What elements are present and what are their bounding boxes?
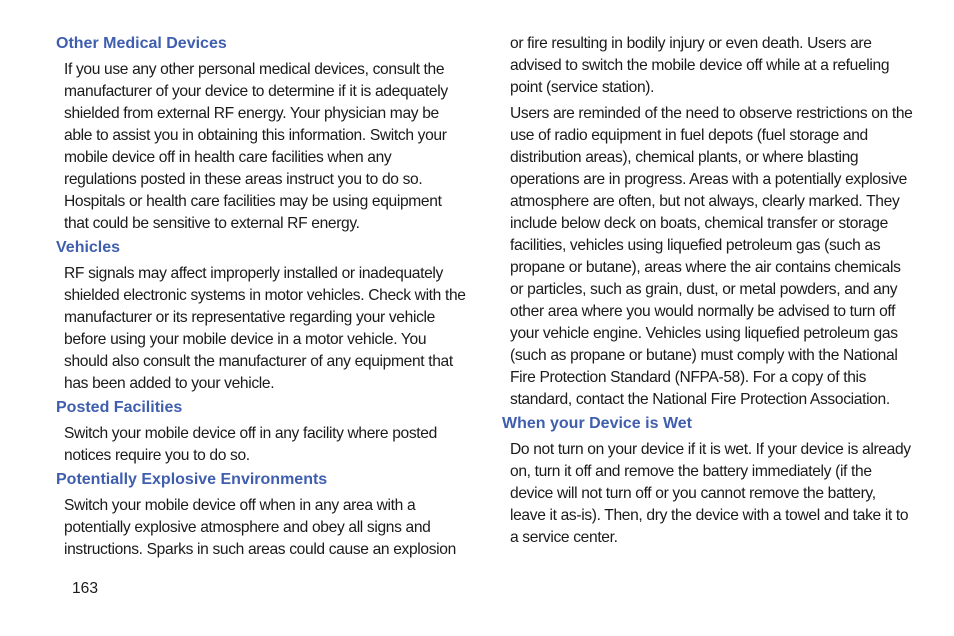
body-other-medical-devices: If you use any other personal medical devices, consult the manufacturer of your device to determine if it is adequately shielded from external RF energy. Your physician may be able to assist you in obtaining this information. Switch your mobile device off in health care facilities when any regulations posted in these areas instruct you to do so. Hospitals or health care facilities may be using equipment that could be sensitive to external RF energy.	[64, 61, 448, 232]
page-number: 163	[72, 580, 99, 597]
right-column	[502, 33, 914, 551]
heading-when-device-is-wet: When your Device is Wet	[502, 415, 692, 432]
heading-other-medical-devices: Other Medical Devices	[56, 35, 227, 52]
body-potentially-explosive-environments: Switch your mobile device off when in any area with a potentially explosive atmosphere and obey all signs and instructions. Sparks in such areas could cause an explosion	[64, 497, 456, 558]
body-explosive-restrictions: Users are reminded of the need to observe restrictions on the use of radio equipment in fuel depots (fuel storage and distribution areas), chemical plants, or where blasting operations are in progress. Areas with a potentially explosive atmosphere are often, but not always, clearly marked. They include below deck on boats, chemical transfer or storage facilities, vehicles using liquefied petroleum gas (such as propane or butane), areas where the air contains chemicals or particles, such as grain, dust, or metal powders, and any other area where you would normally be advised to turn off your vehicle engine. Vehicles using liquefied petroleum gas (such as propane or butane) must comply with the National Fire Protection Standard (NFPA-58). For a copy of this standard, contact the National Fire Protection Association.	[510, 105, 913, 408]
body-posted-facilities: Switch your mobile device off in any facility where posted notices require you to do so.	[64, 425, 437, 464]
heading-posted-facilities: Posted Facilities	[56, 399, 183, 416]
heading-vehicles: Vehicles	[56, 239, 121, 256]
body-explosive-continuation: or fire resulting in bodily injury or even death. Users are advised to switch the mobile device off while at a refueling point (service station).	[510, 35, 890, 96]
heading-potentially-explosive-environments: Potentially Explosive Environments	[56, 471, 328, 488]
body-when-device-is-wet: Do not turn on your device if it is wet. If your device is already on, turn it off and remove the battery immediately (if the device will not turn off or you cannot remove the battery, leave it as-is). Then, dry the device with a towel and take it to a service center.	[510, 441, 911, 546]
left-column	[56, 33, 466, 563]
body-vehicles: RF signals may affect improperly installed or inadequately shielded electronic systems in motor vehicles. Check with the manufacturer or its representative regarding your vehicle before using your mobile device in a motor vehicle. You should also consult the manufacturer of any equipment that has been added to your vehicle.	[64, 265, 466, 392]
